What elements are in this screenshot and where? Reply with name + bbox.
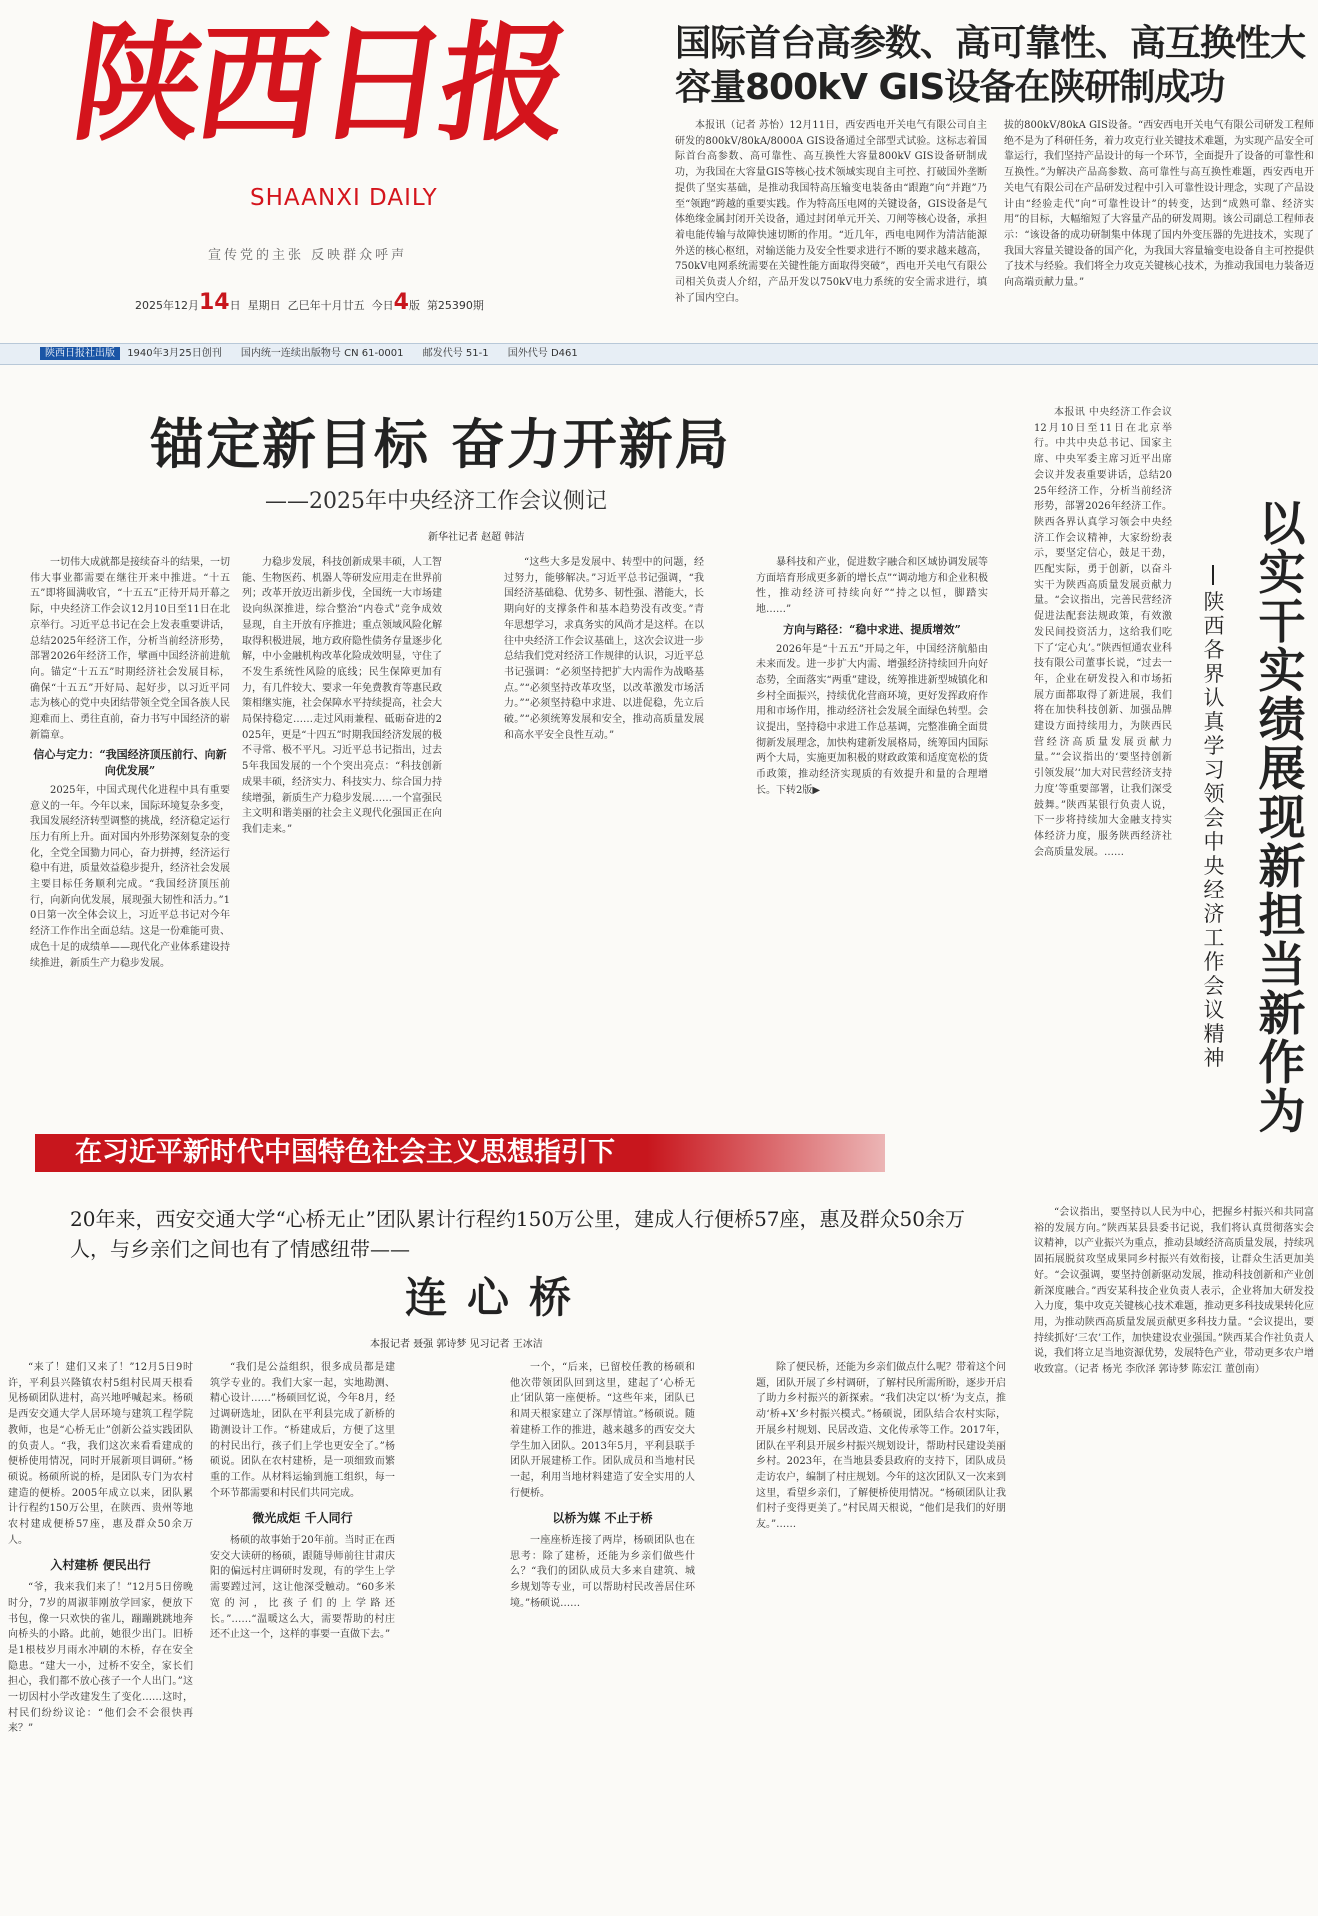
newspaper-logo-english: SHAANXI DAILY [250,185,438,211]
section-subhead: 以桥为媒 不止于桥 [552,1511,653,1526]
lead-story-subhead: ——2025年中央经济工作会议侧记 [265,489,607,514]
feature-headline: 连心桥 [405,1273,592,1322]
lead-story-column-3 [504,555,704,1093]
edition-count: 4 [393,290,409,315]
feature-banner: 在习近平新时代中国特色社会主义思想指引下 [35,1134,885,1172]
lead-story-headline: 锚定新目标 奋力开新局 [150,413,731,476]
section-subhead: 方向与路径：“稳中求进、提质增效” [783,622,961,636]
paragraph: 除了便民桥，还能为乡亲们做点什么呢？带着这个问题，团队开展了乡村调研，了解村民所需所盼，逐步开启了助力乡村振兴的新探索。“我们决定以‘桥’为支点，推动‘桥+X’乡村振兴模式。”杨硕说，团队结合农村实际，开展乡村规划、民居改造、文化传承等工作。2017年，团队在平利县开展乡村振兴规划设计，帮助村民建设美丽乡村。2023年，在当地县委县政府的支持下，团队成员走访农户，编制了村庄规划。今年的这次团队又一次来到这里，看望乡亲们，了解便桥使用情况。“杨硕团队让我们村子变得更美了。”村民周天根说，“他们是我们的好朋友。”…… [756,1362,1006,1531]
paragraph: “我们是公益组织，很多成员都是建筑学专业的。我们大家一起，实地勘测、精心设计……”杨硕回忆说，今年8月，经过调研选址，团队在平利县完成了新桥的勘测设计工作。“桥建成后，方便了这里的村民出行，孩子们上学也更安全了。”杨硕说。团队在农村建桥，是一项细致而繁重的工作。从材料运输到施工组织，每一个环节都需要和村民们共同完成。 [210,1362,395,1499]
paragraph: 2026年是“十五五”开局之年，中国经济航船由未来而发。进一步扩大内需、增强经济持续回升向好态势，全面落实“两重”建设，统筹推进新型城镇化和乡村全面振兴，持续优化营商环境，更好发挥政府作用和市场作用，推动经济社会发展全面绿色转型。会议提出，坚持稳中求进工作总基调，完整准确全面贯彻新发展理念，加快构建新发展格局，统筹国内国际两个大局，实施更加积极的财政政策和适度宽松的货币政策，推动经济实现质的有效提升和量的合理增长。下转2版▶ [756,643,988,796]
paragraph: 一切伟大成就都是接续奋斗的结果，一切伟大事业都需要在继往开来中推进。“十五五”即将圆满收官，“十五五”正待开局开幕之际，中央经济工作会议12月10日至11日在北京举行。习近平总书记在会上发表重要讲话，总结2025年经济工作，分析当前经济形势，部署2026年经济工作，擘画中国经济前进航向。锚定“十五五”时期经济社会发展目标，确保“十五五”开好局、起好步，以习近平同志为核心的党中央团结带领全党全国各族人民迎难而上、勇往直前，奋力书写中国经济的崭新篇章。 [30,557,230,741]
foreign-code: 国外代号 D461 [507,348,578,359]
weekday: 星期日 [247,299,281,312]
lead-story-column-1 [30,555,230,1093]
feature-byline: 本报记者 聂强 郭诗梦 见习记者 王冰洁 [370,1339,543,1350]
masthead-slogan: 宣传党的主张 反映群众呼声 [208,248,408,263]
section-subhead: 信心与定力：“我国经济顶压前行、向新向优发展” [33,748,227,778]
postal-code: 邮发代号 51-1 [422,348,489,359]
section-subhead: 微光成炬 千人同行 [252,1511,353,1526]
publisher-tag: 陕西日报社出版 [40,347,120,360]
newspaper-logo: 陕西日报 [64,9,574,159]
subhead-dash [1212,565,1214,585]
feature-deck: 20年来，西安交通大学“心桥无止”团队累计行程约150万公里，建成人行便桥57座，惠及群众50余万人，与乡亲们之间也有了情感纽带—— [70,1207,965,1261]
side-story-headline: 以实干实绩展现新担当新作为 [1258,497,1306,1140]
cn-number: 国内统一连续出版物号 CN 61-0001 [240,348,404,359]
feature-column-4 [756,1360,1006,1916]
section-subhead: 入村建桥 便民出行 [50,1558,151,1573]
paragraph: 暴科技和产业，促进数字融合和区域协调发展等方面培育形成更多新的增长点”“调动地方和企业积极性，推动经济可持续向好”“持之以恒，脚踏实地……” [756,557,988,616]
lunar-date: 乙巳年十月廿五 [287,299,365,312]
date-unit: 日 [229,299,241,312]
paragraph: “来了！建们又来了！”12月5日9时许，平利县兴隆镇农村5组村民周天根看见杨硕团队进村，高兴地呼喊起来。杨硕是西安交通大学人居环境与建筑工程学院教师，也是“心桥无止”创新公益实践团队的负责人。“我，我们这次来看看建成的便桥使用情况，同时开展新项目调研。”杨硕说。杨硕所说的桥，是团队专门为农村建造的便桥。2005年成立以来，团队累计行程约150万公里，在陕西、贵州等地农村建成便桥57座，惠及群众50余万人。 [8,1362,193,1546]
publication-info-bar [0,343,1318,365]
top-story-headline: 国际首台高参数、高可靠性、高互换性大容量800kV GIS设备在陕研制成功 [675,23,1306,108]
date-year-month: 2025年12月 [135,299,199,312]
edition-prefix: 今日 [371,299,394,312]
side-story-continued-column [1034,1205,1314,1916]
paragraph: 力稳步发展，科技创新成果丰硕，人工智能、生物医药、机器人等研发应用走在世界前列；改革开放迈出新步伐，全国统一大市场建设向纵深推进，综合整治“内卷式”竞争成效显现，自主开放有序推进；重点领域风险化解取得积极进展，地方政府隐性债务存量逐步化解，中小金融机构改革化险成效明显，守住了不发生系统性风险的底线；民生保障更加有力，有几件较大、要求一年免费教育等惠民政策相继实施，社会保障水平持续提高，社会大局保持稳定……走过风雨兼程、砥砺奋进的2025年，更是“十四五”时期我国经济发展的极不寻常、极不平凡。习近平总书记指出，过去5年我国发展的一个个突出亮点：“科技创新成果丰硕，经济实力、科技实力、综合国力持续增强，新质生产力稳步发展……一个富强民主文明和谐美丽的社会主义现代化强国正在向我们走来。” [242,557,442,835]
date-day: 14 [199,290,230,315]
paragraph: 本报讯 中央经济工作会议12月10日至11日在北京举行。中共中央总书记、国家主席、中央军委主席习近平出席会议并发表重要讲话，总结2025年经济工作，分析当前经济形势，部署2026年经济工作。陕西各界认真学习领会中央经济工作会议精神，大家纷纷表示，要坚定信心，鼓足干劲，匹配实际，勇于创新，以奋斗实干为陕西高质量发展贡献力量。“会议指出，完善民营经济促进法配套法规政策，有效激发民间投资活力，这给我们吃下了‘定心丸’。”陕西恒通农业科技有限公司董事长说，“过去一年，企业在研发投入和市场拓展方面都取得了新进展，我们将在加快科技创新、加强品牌建设方面持续用力，为陕西民营经济高质量发展贡献力量。”“会议指出的‘要坚持创新引领发展’‘加大对民营经济支持力度’等重要部署，让我们深受鼓舞。”陕西某银行负责人说，下一步将持续加大金融支持实体经济力度，服务陕西经济社会高质量发展。…… [1034,407,1172,858]
paragraph: 一个，“后来，已留校任教的杨硕和他次带领团队回到这里，建起了‘心桥无止’团队第一座便桥。“这些年来，团队已和周天根家建立了深厚情谊。”杨硕说。随着建桥工作的推进，越来越多的西安交大学生加入团队。2013年5月，平利县联手团队开展建桥工作。团队成员和当地村民一起，利用当地材料建造了安全实用的人行便桥。 [510,1362,695,1499]
feature-column-1 [8,1360,193,1916]
lead-story-column-2 [242,555,442,1093]
edition-suffix: 版 [408,299,420,312]
top-story-column-2: 拔的800kV/80kA GIS设备。“西安西电开关电气有限公司研发工程师绝不是为了科研任务，着力攻克行业关键技术难题，为实现产品安全可靠运行，我们坚持产品设计的每一个环节，全面提升了设备的可靠性和互换性。”为解决产品高参数、高可靠性与高互换性难题，西安西电开关电气有限公司在产品研发过程中引入可靠性设计理念，实现了产品设计由“经验走代”向“可靠性设计”的转变，达到“成熟可靠、经济实用”的目标，大幅缩短了大容量产品的研发周期。该公司副总工程师表示：“该设备的成功研制集中体现了国内外变压器的先进技术，实现了我国大容量关键设备的国产化，为我国大容量输变电设备自主可控提供了技术与经验。我们将全力攻克关键核心技术，为推动我国电力装备迈向高端贡献力量。” [1004,120,1314,289]
paragraph: “会议指出，要坚持以人民为中心，把握乡村振兴和共同富裕的发展方向。”陕西某县县委书记说，我们将认真贯彻落实会议精神，以产业振兴为重点，推动县域经济高质量发展，持续巩固拓展脱贫攻坚成果同乡村振兴有效衔接，让群众生活更加美好。“会议强调，要坚持创新驱动发展，推动科技创新和产业创新深度融合。”西安某科技企业负责人表示，企业将加大研发投入力度，集中攻克关键核心技术难题，推动更多科技成果转化应用，为推动陕西高质量发展贡献更多科技力量。“会议提出，要持续抓好‘三农’工作，加快建设农业强国。”陕西某合作社负责人说，我们将立足当地资源优势，发展特色产业，带动更多农户增收致富。（记者 杨光 李欣泽 郭诗梦 陈宏江 董创南） [1034,1207,1314,1376]
paragraph: “这些大多是发展中、转型中的问题，经过努力，能够解决。”习近平总书记强调，“我国经济基础稳、优势多、韧性强、潜能大，长期向好的支撑条件和基本趋势没有改变。”青年思想学习，求真务实的风尚才是这样。在以往中央经济工作会议基础上，这次会议进一步总结我们党对经济工作规律的认识，习近平总书记强调：“必须坚持把扩大内需作为战略基点。”“必须坚持改革攻坚，以改革激发市场活力。”“必须坚持稳中求进、以进促稳，先立后破。”“必须统筹发展和安全，推动高质量发展和高水平安全良性互动。” [504,557,704,741]
feature-column-2 [210,1360,395,1916]
top-story-column-1: 本报讯（记者 苏怡）12月11日，西安西电开关电气有限公司自主研发的800kV/80kA/8000A GIS设备通过全部型式试验。这标志着国际首台高参数、高可靠性、高互换性大容量800kV GIS设备研制成功，为我国在大容量GIS等核心技术领域实现自主可控、打破国外垄断提供了坚实基础，是推动我国特高压输变电装备由“跟跑”向“并跑”乃至“领跑”跨越的重要实践。作为特高压电网的关键设备，GIS设备是气体绝缘金属封闭开关设备，通过封闭单元开关、刀闸等核心设备，承担着电能传输与故障快速切断的作用。“近几年，西电电网作为清洁能源外送的核心枢纽，对输送能力及安全性要求进行不断的要求越来越高，750kV电网系统需要在关键性能方面取得突破”，西电开关电气有限公司相关负责人介绍，产品开发以750kV电力系统的安全需求进行，填补了国内空白。 [675,120,987,304]
lead-story-byline: 新华社记者 赵超 韩洁 [428,532,525,543]
paragraph: 2025年，中国式现代化进程中具有重要意义的一年。今年以来，国际环境复杂多变，我国发展经济转型调整的挑战，经济稳定运行压力有所上升。面对国内外形势深刻复杂的变化，全党全国勠力同心，奋力拼搏，经济运行稳中有进，质量效益稳步提升，经济社会发展主要目标任务顺利完成。“我国经济顶压前行，向新向优发展，展现强大韧性和活力。”10日第一次全体会议上，习近平总书记对今年经济工作作出全面总结。这是一份难能可贵、成色十足的成绩单——现代化产业体系建设持续推进，新质生产力稳步发展。 [30,784,230,969]
paragraph: 杨硕的故事始于20年前。当时正在西安交大读研的杨硕，跟随导师前往甘肃庆阳的偏远村庄调研时发现，有的学生上学需要蹚过河，这让他深受触动。“60多米宽的河，比孩子们的上学路还长。”……“温暖这么大，需要帮助的村庄还不止这一个，这样的事要一直做下去。” [210,1535,395,1641]
lead-story-column-4 [756,555,988,1093]
founded-date: 1940年3月25日创刊 [127,348,222,359]
feature-column-3 [510,1360,695,1916]
side-story-subhead: 陕西各界认真学习领会中央经济工作会议精神 [1203,590,1225,1070]
paragraph: 一座座桥连接了两岸，杨硕团队也在思考：除了建桥，还能为乡亲们做些什么？“我们的团队成员大多来自建筑、城乡规划等专业，可以帮助村民改善居住环境。”杨硕说…… [510,1535,695,1609]
dateline [135,290,484,315]
issue-number: 第25390期 [426,299,484,312]
paragraph: “爷，我来我们来了！”12月5日傍晚时分，7岁的周淑菲刚放学回家，便放下书包，像一只欢快的雀儿，蹦蹦跳跳地奔向桥头的小路。此前，她很少出门。旧桥是1根枝岁月雨水冲刷的木桥，存在安全隐患。“建大一小，过桥不安全，家长们担心，我们都不放心孩子一个人出门。”这一切因村小学改建发生了变化……这时，村民们纷纷议论：“他们会不会很快再来？” [8,1582,193,1735]
side-story-column [1034,405,1172,1205]
